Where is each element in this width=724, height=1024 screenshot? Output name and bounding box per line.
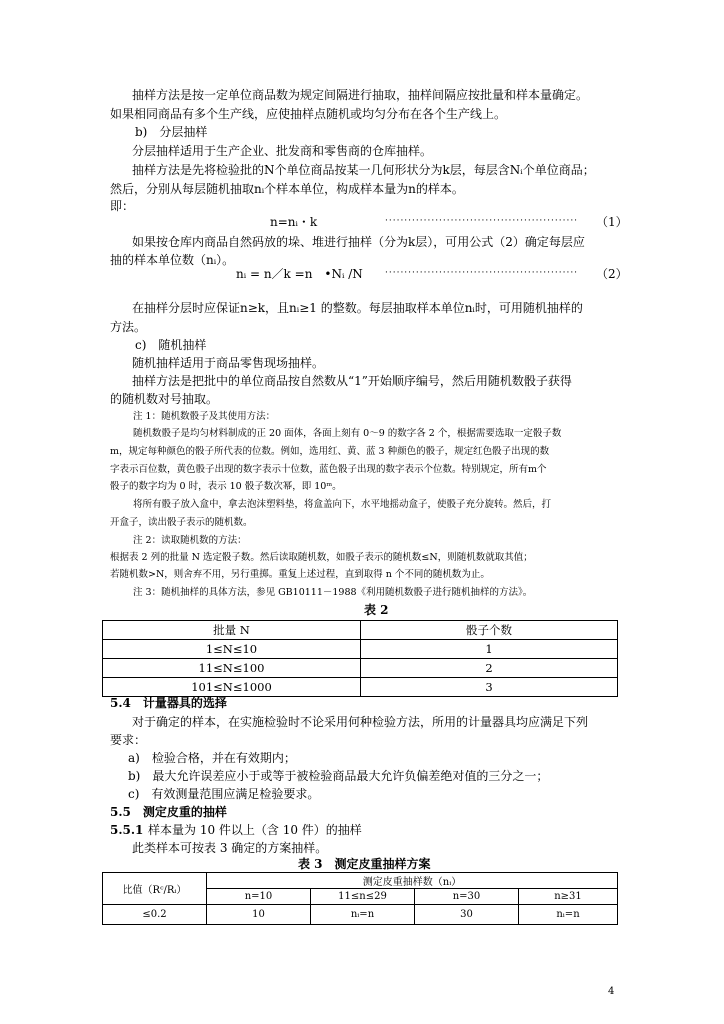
table3: [102, 872, 618, 925]
note1-line3: 字表示百位数，黄色骰子出现的数字表示十位数，蓝色骰子出现的数字表示个位数。特别规定，所有m个: [110, 464, 547, 475]
table2-header-dice: 骰子个数: [361, 621, 618, 640]
formula1-expr: n=nᵢ・k: [270, 215, 318, 229]
section-c-heading: c) 随机抽样: [135, 338, 207, 352]
note2-line2: 若随机数>N，则舍弃不用，另行重掷。重复上述过程，直到取得 n 个不同的随机数为止。: [110, 569, 490, 580]
table3-subheader: 11≤n≤29: [311, 889, 415, 905]
formula2-expr: nᵢ = n／k =n •Nᵢ /N: [236, 267, 363, 281]
note1-line4: 骰子的数字均为 0 时，表示 10 骰子数次幂，即 10ᵐ。: [110, 481, 342, 492]
formula2-number: （2）: [596, 267, 628, 281]
formula1-number: （1）: [596, 215, 628, 229]
page-number: 4: [608, 986, 615, 997]
note1-line6: 开盒子，读出骰子表示的随机数。: [110, 517, 253, 528]
table3-group-header: 测定皮重抽样数（nᵢ）: [207, 873, 618, 889]
table3-cell: 10: [207, 905, 311, 925]
note1-line5: 将所有骰子放入盒中，拿去泡沫塑料垫，将盒盖向下，水平地摇动盒子，使骰子充分旋转。然后，打: [133, 499, 552, 510]
formula2-para-line1: 如果按仓库内商品自然码放的垛、堆进行抽样（分为k层），可用公式（2）确定每层应: [132, 235, 585, 249]
table2-cell: 1≤N≤10: [103, 640, 361, 659]
section-5-5-1-line1: 此类样本可按表 3 确定的方案抽样。: [132, 841, 328, 855]
section-5-4-item-c: c) 有效测量范围应满足检验要求。: [128, 787, 320, 801]
table2-caption: 表 2: [364, 603, 389, 617]
table2-cell: 2: [361, 659, 618, 678]
table-row: [103, 905, 618, 925]
note1-line1: 随机数骰子是均匀材料制成的正 20 面体，各面上刻有 0～9 的数字各 2 个，根据需要选取一定骰子数: [133, 428, 562, 439]
table3-row-header: 比值（Rᶜ/Rᵢ）: [103, 873, 207, 905]
section-c-line2: 抽样方法是把批中的单位商品按自然数从“1”开始顺序编号，然后用随机数骰子获得: [132, 374, 572, 388]
table3-cell: 30: [415, 905, 519, 925]
section-b-heading: b) 分层抽样: [135, 125, 208, 139]
table-row: [103, 678, 618, 697]
table3-subheader: n=10: [207, 889, 311, 905]
table2: [102, 620, 618, 697]
table2-cell: 3: [361, 678, 618, 697]
table2-header-batch: 批量 N: [103, 621, 361, 640]
section-5-5-heading: 5.5 测定皮重的抽样: [110, 805, 227, 819]
note2-title: 注 2：读取随机数的方法：: [133, 535, 247, 546]
note1-line2: m，规定每种颜色的骰子所代表的位数。例如，选用红、黄、蓝 3 种颜色的骰子，规定红色骰子出现的数: [110, 446, 550, 457]
note1-title: 注 1：随机数骰子及其使用方法：: [133, 411, 276, 422]
section-5-4-item-b: b) 最大允许误差应小于或等于被检验商品最大允许负偏差绝对值的三分之一；: [128, 769, 549, 783]
table3-cell: ≤0.2: [103, 905, 207, 925]
para1-line2: 如果相同商品有多个生产线，应使抽样点随机或均匀分布在各个生产线上。: [110, 107, 507, 121]
table3-subheader: n=30: [415, 889, 519, 905]
section-c-line3: 的随机数对号抽取。: [110, 392, 219, 406]
table2-cell: 1: [361, 640, 618, 659]
section-5-5-1-number: 5.5.1: [110, 823, 144, 837]
section-5-5-1-title: 样本量为 10 件以上（含 10 件）的抽样: [148, 823, 362, 837]
layer-para-line2: 方法。: [110, 320, 147, 334]
formula1-leader: ··················································: [385, 216, 579, 226]
note2-line1: 根据表 2 列的批量 N 选定骰子数。然后读取随机数，如骰子表示的随机数≤N，则随机数就取其值；: [110, 552, 533, 563]
section-c-line1: 随机抽样适用于商品零售现场抽样。: [132, 356, 325, 370]
table3-cell: nᵢ=n: [519, 905, 618, 925]
table-row: [103, 640, 618, 659]
layer-para-line1: 在抽样分层时应保证n≥k，且nᵢ≥1 的整数。每层抽取样本单位nᵢ时，可用随机抽样的: [132, 301, 583, 315]
section-b-line4: 即：: [110, 199, 135, 213]
section-b-line3: 然后，分别从每层随机抽取nᵢ个样本单位，构成样本量为n的样本。: [110, 182, 464, 196]
note3: 注 3：随机抽样的具体方法，参见 GB10111－1988《利用随机数骰子进行随机抽样的方法》。: [133, 587, 533, 598]
formula2-para-line2: 抽的样本单位数（nᵢ）。: [110, 253, 235, 267]
table-row: [103, 659, 618, 678]
section-b-line1: 分层抽样适用于生产企业、批发商和零售商的仓库抽样。: [132, 144, 433, 158]
section-5-4-item-a: a) 检验合格，并在有效期内；: [128, 751, 296, 765]
section-5-4-heading: 5.4 计量器具的选择: [110, 696, 227, 710]
section-5-4-line2: 要求：: [110, 733, 147, 747]
section-b-line2: 抽样方法是先将检验批的N个单位商品按某一几何形状分为k层，每层含Nᵢ个单位商品；: [132, 163, 595, 177]
formula2-leader: ··················································: [385, 268, 579, 278]
table2-cell: 101≤N≤1000: [103, 678, 361, 697]
section-5-4-line1: 对于确定的样本，在实施检验时不论采用何种检验方法，所用的计量器具均应满足下列: [132, 715, 589, 729]
para1-line1: 抽样方法是按一定单位商品数为规定间隔进行抽取，抽样间隔应按批量和样本量确定。: [132, 88, 589, 102]
table3-caption: 表 3 测定皮重抽样方案: [298, 857, 431, 871]
table2-cell: 11≤N≤100: [103, 659, 361, 678]
table3-subheader: n≥31: [519, 889, 618, 905]
table3-cell: nᵢ=n: [311, 905, 415, 925]
